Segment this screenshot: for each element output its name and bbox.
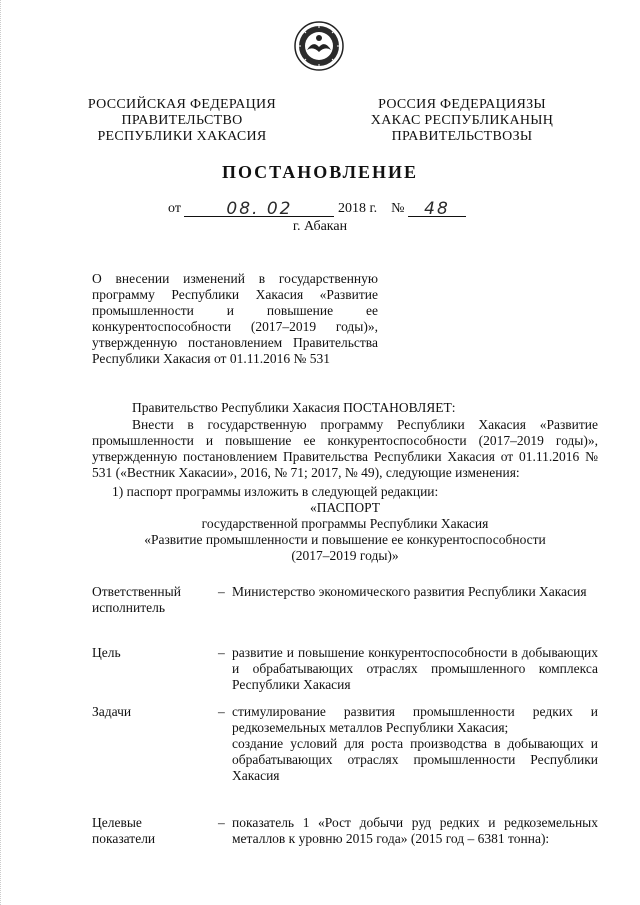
passport-row-value-line: показатель 1 «Рост добычи руд редких и редкоземельных металлов к уровню 2015 года» (2015 год – 6381 тонна): <box>232 815 598 846</box>
date-prefix: от <box>168 201 181 216</box>
number-prefix: № <box>391 201 405 216</box>
body-item-1: 1) паспорт программы изложить в следующей редакции: <box>112 484 439 499</box>
header-right <box>362 97 562 145</box>
date-line <box>168 199 488 217</box>
passport-row-dash: – <box>218 584 225 599</box>
header-left-line: РЕСПУБЛИКИ ХАКАСИЯ <box>97 129 267 144</box>
passport-row-dash: – <box>218 704 225 719</box>
handwritten-date: 08. 02 <box>226 199 293 219</box>
date-year: 2018 г. <box>337 201 378 216</box>
scan-margin <box>0 0 7 905</box>
passport-row-value <box>232 584 598 600</box>
passport-row-value <box>232 645 598 693</box>
city: г. Абакан <box>292 219 348 234</box>
passport-row-label: Целевые показатели <box>92 815 156 846</box>
header-left-line: ПРАВИТЕЛЬСТВО <box>121 113 243 128</box>
passport-row-dash: – <box>218 645 225 660</box>
passport-row-label: Задачи <box>92 704 132 719</box>
passport-title-line: (2017–2019 годы)» <box>291 548 399 563</box>
passport-row-label: Цель <box>92 645 121 660</box>
body-intro: Правительство Республики Хакасия ПОСТАНОВЛЯЕТ: <box>132 400 456 415</box>
passport-row-label: Ответственный исполнитель <box>92 584 181 615</box>
header-right-line: ПРАВИТЕЛЬСТВОЗЫ <box>391 129 533 144</box>
passport-row-value <box>232 815 598 847</box>
number-field <box>408 199 466 217</box>
body-main: Внести в государственную программу Республики Хакасия «Развитие промышленности и повышение ее конкурентоспособности (2017–2019 годы)», утвержденную постановлением Правительства Республики Хакасия от 01.11.2016 № 531 («Вестник Хакасии», 2016, № 71; 2017, № 49), следующие изменения: <box>92 417 598 480</box>
header-right-line: ХАКАС РЕСПУБЛИКАНЫҢ <box>370 113 554 128</box>
passport-row-value-line: стимулирование развития промышленности редких и редкоземельных металлов Республики Хакасия; <box>232 704 598 735</box>
passport-title-line: «Развитие промышленности и повышение ее конкурентоспособности <box>144 532 546 547</box>
header-left <box>82 97 282 145</box>
passport-title <box>92 500 598 564</box>
passport-row-value-line: создание условий для роста производства в добывающих и обрабатывающих отраслях промышленности Республики Хакасия <box>232 736 598 783</box>
passport-title-line: «ПАСПОРТ <box>310 500 380 515</box>
document-title: ПОСТАНОВЛЕНИЕ <box>221 162 419 182</box>
passport-row-value-line: Министерство экономического развития Республики Хакасия <box>232 584 587 599</box>
passport-title-line: государственной программы Республики Хакасия <box>201 516 489 531</box>
passport-row-value-line: развитие и повышение конкурентоспособности в добывающих и обрабатывающих отраслях промышленного комплекса Республики Хакасия <box>232 645 598 692</box>
document-subject: О внесении изменений в государственную программу Республики Хакасия «Развитие промышленности и повышение ее конкурентоспособности (2017–2019 годы)», утвержденную постановлением Правительства Республики Хакасия от 01.11.2016 № 531 <box>92 271 378 366</box>
handwritten-number: 48 <box>424 199 450 219</box>
header-left-line: РОССИЙСКАЯ ФЕДЕРАЦИЯ <box>87 97 277 112</box>
passport-row-value <box>232 704 598 784</box>
header-right-line: РОССИЯ ФЕДЕРАЦИЯЗЫ <box>378 97 546 112</box>
date-field <box>184 199 334 217</box>
passport-row-dash: – <box>218 815 225 830</box>
coat-of-arms-emblem <box>293 20 345 72</box>
